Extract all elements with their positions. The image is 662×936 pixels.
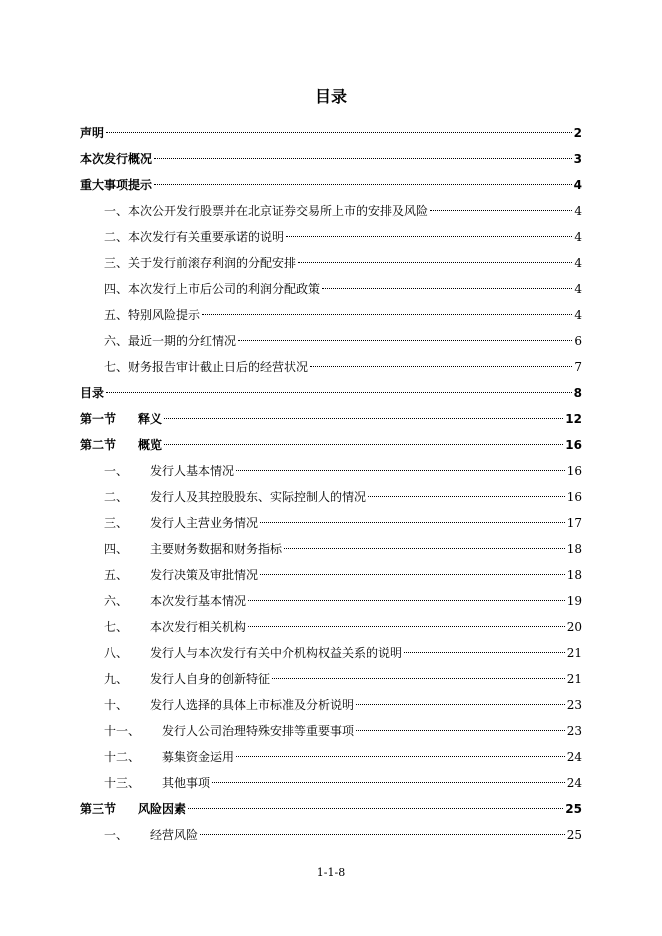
toc-entry[interactable]: [80, 328, 582, 354]
toc-page-number: 18: [566, 568, 582, 582]
dot-leader: [188, 808, 563, 809]
toc-entry-label: 经营风险: [150, 828, 199, 842]
toc-page-number: 4: [574, 282, 582, 296]
toc-entry[interactable]: [80, 250, 582, 276]
toc-page-number: 20: [566, 620, 582, 634]
toc-section-number: 四、: [104, 542, 129, 556]
dot-leader: [164, 444, 563, 445]
dot-leader: [368, 496, 565, 497]
toc-entry[interactable]: [80, 484, 582, 510]
toc-page-number: 17: [566, 516, 582, 530]
toc-entry[interactable]: [80, 146, 582, 172]
toc-entry[interactable]: [80, 744, 582, 770]
toc-page-number: 4: [574, 308, 582, 322]
toc-entry[interactable]: [80, 354, 582, 380]
dot-leader: [284, 548, 565, 549]
toc-entry[interactable]: [80, 302, 582, 328]
dot-leader: [298, 262, 572, 263]
toc-page-number: 6: [574, 334, 582, 348]
toc-page-number: 16: [565, 438, 582, 452]
toc-entry-label: 释义: [138, 412, 163, 426]
toc-entry[interactable]: [80, 458, 582, 484]
toc-entry-label: 发行人及其控股股东、实际控制人的情况: [150, 490, 367, 504]
toc-entry[interactable]: [80, 588, 582, 614]
toc-entry-label: 本次发行相关机构: [150, 620, 247, 634]
toc-entry[interactable]: [80, 718, 582, 744]
toc-entry[interactable]: [80, 120, 582, 146]
toc-page-number: 23: [566, 698, 582, 712]
dot-leader: [310, 366, 572, 367]
toc-page-number: 25: [566, 828, 582, 842]
toc-page-number: 16: [566, 464, 582, 478]
toc-entry-label: 六、最近一期的分红情况: [104, 334, 237, 348]
toc-entry-label: 一、本次公开发行股票并在北京证券交易所上市的安排及风险: [104, 204, 429, 218]
toc-page-number: 8: [573, 386, 582, 400]
toc-page-number: 12: [565, 412, 582, 426]
toc-page-number: 19: [566, 594, 582, 608]
toc-page-number: 4: [573, 178, 582, 192]
dot-leader: [202, 314, 572, 315]
toc-entry-label: 发行人主营业务情况: [150, 516, 259, 530]
toc-entry-label: 三、关于发行前滚存利润的分配安排: [104, 256, 297, 270]
toc-page-number: 24: [566, 776, 582, 790]
toc-entry-label: 主要财务数据和财务指标: [150, 542, 283, 556]
toc-entry[interactable]: [80, 224, 582, 250]
toc-entry[interactable]: [80, 692, 582, 718]
toc-entry-label: 五、特别风险提示: [104, 308, 201, 322]
toc-entry-label: 发行人与本次发行有关中介机构权益关系的说明: [150, 646, 403, 660]
toc-entry-label: 四、本次发行上市后公司的利润分配政策: [104, 282, 321, 296]
dot-leader: [200, 834, 565, 835]
toc-entry-label: 发行人公司治理特殊安排等重要事项: [162, 724, 355, 738]
toc-section-number: 第一节: [80, 412, 117, 426]
dot-leader: [248, 600, 565, 601]
toc-page-number: 4: [574, 256, 582, 270]
toc-section-number: 三、: [104, 516, 129, 530]
dot-leader: [286, 236, 572, 237]
toc-section-number: 第二节: [80, 438, 117, 452]
dot-leader: [322, 288, 572, 289]
dot-leader: [404, 652, 565, 653]
toc-entry-label: 发行人基本情况: [150, 464, 235, 478]
toc-entry[interactable]: [80, 640, 582, 666]
toc-page-number: 18: [566, 542, 582, 556]
toc-entry[interactable]: [80, 796, 582, 822]
toc-entry[interactable]: [80, 172, 582, 198]
toc-entry-label: 募集资金运用: [162, 750, 235, 764]
toc-page-number: 3: [573, 152, 582, 166]
toc-entry-label: 概览: [138, 438, 163, 452]
dot-leader: [430, 210, 572, 211]
toc-entry[interactable]: [80, 198, 582, 224]
toc-entry[interactable]: [80, 822, 582, 848]
dot-leader: [106, 132, 572, 133]
toc-entry[interactable]: [80, 432, 582, 458]
toc-entry-label: 声明: [80, 126, 105, 140]
toc-entry-label: 发行决策及审批情况: [150, 568, 259, 582]
toc-page-number: 21: [566, 672, 582, 686]
dot-leader: [248, 626, 565, 627]
toc-entry[interactable]: [80, 380, 582, 406]
toc-section-number: 七、: [104, 620, 129, 634]
toc-entry-label: 风险因素: [138, 802, 187, 816]
toc-entry-label: 发行人选择的具体上市标准及分析说明: [150, 698, 355, 712]
dot-leader: [236, 470, 565, 471]
toc-entry[interactable]: [80, 770, 582, 796]
dot-leader: [236, 756, 565, 757]
toc-section-number: 八、: [104, 646, 129, 660]
toc-page-number: 24: [566, 750, 582, 764]
dot-leader: [212, 782, 565, 783]
toc-section-number: 十三、: [104, 776, 141, 790]
toc-section-number: 九、: [104, 672, 129, 686]
toc-section-number: 一、: [104, 828, 129, 842]
table-of-contents: [80, 120, 582, 848]
dot-leader: [260, 522, 565, 523]
toc-entry-label: 本次发行概况: [80, 152, 153, 166]
dot-leader: [356, 730, 565, 731]
toc-entry[interactable]: [80, 614, 582, 640]
toc-page-number: 23: [566, 724, 582, 738]
dot-leader: [356, 704, 565, 705]
toc-section-number: 一、: [104, 464, 129, 478]
dot-leader: [260, 574, 565, 575]
page-title: 目录: [314, 87, 347, 106]
toc-section-number: 第三节: [80, 802, 117, 816]
toc-entry-label: 本次发行基本情况: [150, 594, 247, 608]
toc-section-number: 六、: [104, 594, 129, 608]
toc-section-number: 五、: [104, 568, 129, 582]
toc-entry[interactable]: [80, 666, 582, 692]
toc-entry[interactable]: [80, 536, 582, 562]
dot-leader: [272, 678, 565, 679]
toc-entry-label: 发行人自身的创新特征: [150, 672, 271, 686]
toc-page-number: 16: [566, 490, 582, 504]
page-footer-number: 1-1-8: [316, 866, 346, 879]
toc-entry-label: 七、财务报告审计截止日后的经营状况: [104, 360, 309, 374]
dot-leader: [238, 340, 572, 341]
toc-section-number: 十、: [104, 698, 129, 712]
dot-leader: [154, 184, 572, 185]
toc-entry-label: 二、本次发行有关重要承诺的说明: [104, 230, 285, 244]
toc-section-number: 十二、: [104, 750, 141, 764]
toc-page-number: 21: [566, 646, 582, 660]
toc-entry[interactable]: [80, 510, 582, 536]
toc-page-number: 4: [574, 204, 582, 218]
toc-entry[interactable]: [80, 276, 582, 302]
dot-leader: [106, 392, 572, 393]
toc-page-number: 7: [574, 360, 582, 374]
toc-section-number: 二、: [104, 490, 129, 504]
toc-section-number: 十一、: [104, 724, 141, 738]
toc-page-number: 4: [574, 230, 582, 244]
toc-entry[interactable]: [80, 562, 582, 588]
toc-entry-label: 重大事项提示: [80, 178, 153, 192]
toc-entry[interactable]: [80, 406, 582, 432]
toc-page-number: 25: [565, 802, 582, 816]
dot-leader: [154, 158, 572, 159]
toc-page-number: 2: [573, 126, 582, 140]
toc-entry-label: 其他事项: [162, 776, 211, 790]
dot-leader: [164, 418, 563, 419]
toc-entry-label: 目录: [80, 386, 105, 400]
